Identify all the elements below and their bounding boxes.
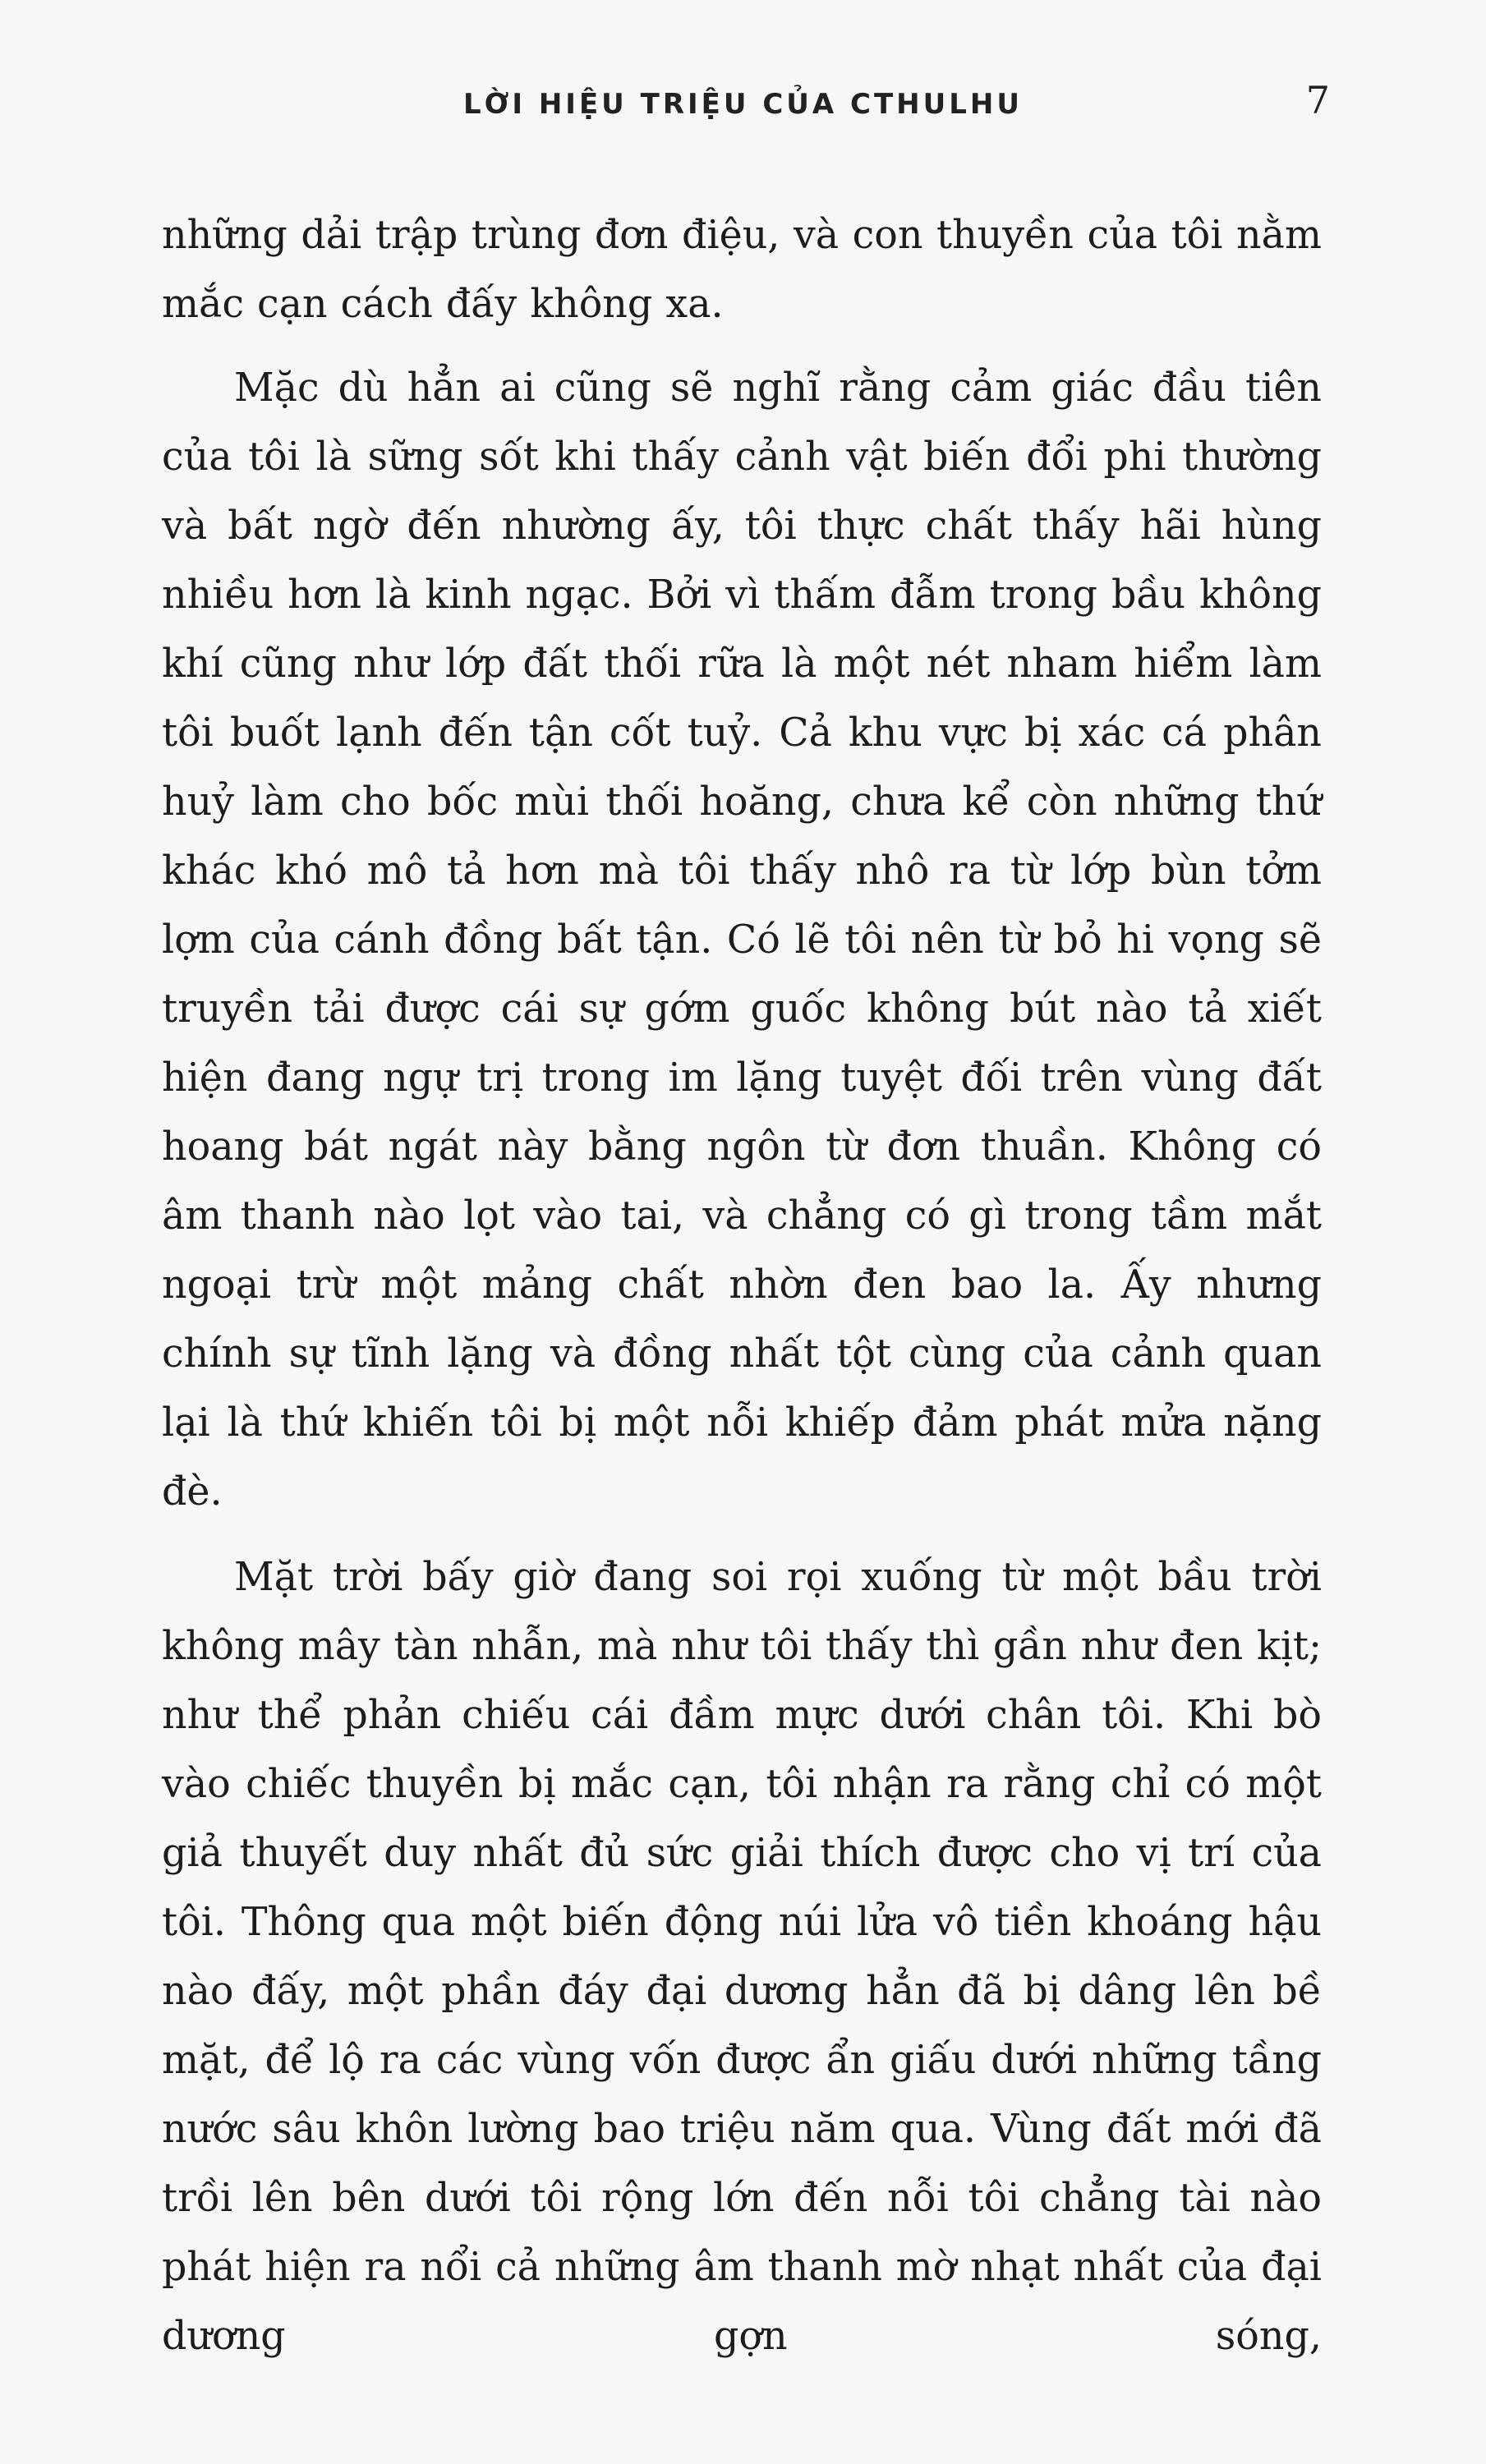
body-text bbox=[162, 201, 1322, 2371]
running-head bbox=[0, 78, 1486, 127]
paragraph-2: Mặc dù hẳn ai cũng sẽ nghĩ rằng cảm giác đầu tiên của tôi là sững sốt khi thấy cảnh vật biến đổi phi thường và bất ngờ đến nhường ấy, tôi thực chất thấy hãi hùng nhiều hơn là kinh ngạc. Bởi vì thấm đẫm trong bầu không khí cũng như lớp đất thối rữa là một nét nham hiểm làm tôi buốt lạnh đến tận cốt tuỷ. Cả khu vực bị xác cá phân huỷ làm cho bốc mùi thối hoăng, chưa kể còn những thứ khác khó mô tả hơn mà tôi thấy nhô ra từ lớp bùn tởm lợm của cánh đồng bất tận. Có lẽ tôi nên từ bỏ hi vọng sẽ truyền tải được cái sự gớm guốc không bút nào tả xiết hiện đang ngự trị trong im lặng tuyệt đối trên vùng đất hoang bát ngát này bằng ngôn từ đơn thuần. Không có âm thanh nào lọt vào tai, và chẳng có gì trong tầm mắt ngoại trừ một mảng chất nhờn đen bao la. Ấy nhưng chính sự tĩnh lặng và đồng nhất tột cùng của cảnh quan lại là thứ khiến tôi bị một nỗi khiếp đảm phát mửa nặng đè. bbox=[162, 365, 1322, 1515]
paragraph-1: những dải trập trùng đơn điệu, và con thuyền của tôi nằm mắc cạn cách đấy không xa. bbox=[162, 213, 1322, 327]
page-number: 7 bbox=[1305, 78, 1330, 122]
paragraph-3: Mặt trời bấy giờ đang soi rọi xuống từ một bầu trời không mây tàn nhẫn, mà như tôi thấy thì gần như đen kịt; như thể phản chiếu cái đầm mực dưới chân tôi. Khi bò vào chiếc thuyền bị mắc cạn, tôi nhận ra rằng chỉ có một giả thuyết duy nhất đủ sức giải thích được cho vị trí của tôi. Thông qua một biến động núi lửa vô tiền khoáng hậu nào đấy, một phần đáy đại dương hẳn đã bị dâng lên bề mặt, để lộ ra các vùng vốn được ẩn giấu dưới những tầng nước sâu khôn lường bao triệu năm qua. Vùng đất mới đã trồi lên bên dưới tôi rộng lớn đến nỗi tôi chẳng tài nào phát hiện ra nổi cả những âm thanh mờ nhạt nhất của đại dương gợn sóng, bbox=[162, 1555, 1322, 2359]
running-title: LỜI HIỆU TRIỆU CỦA CTHULHU bbox=[463, 88, 1023, 121]
